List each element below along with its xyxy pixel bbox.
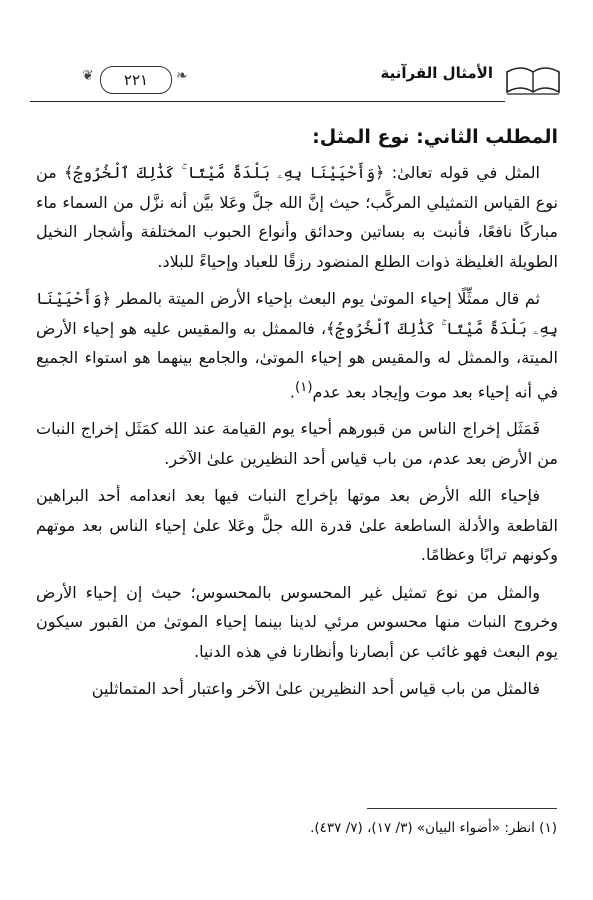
ornament-left-icon: ❦: [82, 68, 94, 84]
page-content: [36, 122, 558, 712]
header-rule: [30, 101, 505, 102]
paragraph-6: فالمثل من باب قياس أحد النظيرين علىٰ الآخر واعتبار أحد المتماثلين: [91, 679, 540, 699]
footnote-ref[interactable]: (١): [294, 379, 313, 395]
footnote: (١) انظر: «أضواء البيان» (٣/ ١٧)، (٧/ ٤٣٧).: [310, 820, 557, 836]
open-book-icon: [503, 58, 563, 100]
quran-verse: ﴿وَأَحْيَيْنَا بِهِۦ بَلْدَةً مَّيْتًا ۚ كَذَٰلِكَ ٱلْخُرُوجُ﴾: [64, 163, 385, 182]
page-number: ٢٢١: [100, 66, 172, 94]
quran-verse: ﴿وَأَحْيَيْنَا بِهِۦ بَلْدَةً مَّيْتًا ۚ كَذَٰلِكَ ٱلْخُرُوجُ﴾: [36, 289, 558, 338]
paragraph-2: ثم قال ممثِّلًا إحياء الموتىٰ يوم البعث بإحياء الأرض الميتة بالمطر ﴿وَأَحْيَيْنَا بِهِۦ بَلْدَةً مَّيْتًا ۚ كَذَٰلِكَ ٱلْخُرُوجُ﴾، فالممثل به والمقيس عليه هو إحياء الأرض الميتة، والممثل له والمقيس هو إحياء الموتىٰ، والجامع بينهما هو استواء الجميع في أنه إحياء بعد موت وإيجاد بعد عدم$^{(١)}$.: [36, 289, 558, 401]
page-header: [30, 56, 565, 108]
book-title: الأمثال القرآنية: [380, 64, 493, 82]
paragraph-4: فإحياء الله الأرض بعد موتها بإخراج النبات فيها بعد انعدامه أحد البراهين القاطعة والأدلة الساطعة علىٰ قدرة الله جلَّ وعَلا علىٰ إحياء الناس بعد موتهم وكونهم ترابًا وعظامًا.: [36, 486, 558, 565]
paragraph-3: فَمَثَل إخراج الناس من قبورهم أحياء يوم القيامة عند الله كمَثَل إخراج النبات من الأرض بعد عدم، من باب قياس أحد النظيرين علىٰ الآخر.: [36, 419, 558, 468]
section-title: المطلب الثاني: نوع المثل:: [312, 126, 558, 148]
footnote-separator: [367, 808, 557, 809]
paragraph-5: والمثل من نوع تمثيل غير المحسوس بالمحسوس؛ حيث إن إحياء الأرض وخروج النبات منها محسوس مرئي لدينا بينما إحياء الموتىٰ من القبور سيكون يوم البعث فهو غائب عن أبصارنا وأنظارنا في هذه الدنيا.: [36, 582, 558, 661]
ornament-right-icon: ❧: [176, 68, 188, 84]
paragraph-1: المثل في قوله تعالىٰ: ﴿وَأَحْيَيْنَا بِهِۦ بَلْدَةً مَّيْتًا ۚ كَذَٰلِكَ ٱلْخُرُوجُ﴾ من نوع القياس التمثيلي المركَّب؛ حيث إنَّ الله جلَّ وعَلا بيَّن أنه نزَّل من السماء ماء مباركًا نافعًا، فأنبت به بساتين وحدائق وأنواع الحبوب المختلفة وأشجار النخيل الطويلة الغليظة ذوات الطلع المنضود رزقًا للعباد وإحياءً للبلاد.: [36, 163, 558, 271]
